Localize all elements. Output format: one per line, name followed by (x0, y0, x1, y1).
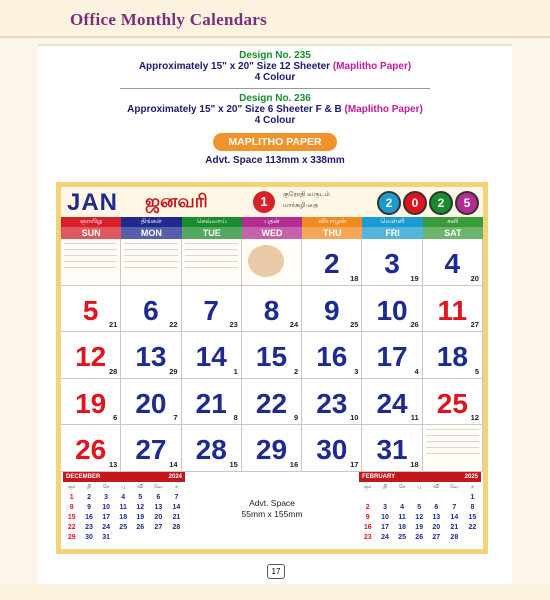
mini-date: 3 (104, 493, 109, 501)
tamil-date: 16 (289, 459, 299, 469)
notes-cell (61, 239, 121, 286)
mini-date: 12 (415, 513, 424, 521)
date-cell (362, 425, 422, 472)
date-cell (182, 286, 242, 333)
date-number: 3 (384, 248, 400, 279)
day-header-thu (302, 217, 362, 239)
tamil-date: 13 (108, 459, 118, 469)
day-tamil: வெள்ளி (380, 218, 405, 225)
date-cell (423, 379, 483, 426)
date-cell (61, 332, 121, 379)
date-number: 20 (135, 387, 167, 419)
tamil-year-line1: குரோதி வருடம் (283, 191, 330, 198)
mini-date: 20 (154, 513, 163, 521)
mini-date: 28 (172, 523, 181, 531)
mini-date: 9 (87, 503, 91, 511)
tamil-date: 4 (414, 366, 419, 376)
date-number: 30 (316, 434, 348, 466)
date-cell (302, 332, 362, 379)
date-number: 15 (255, 341, 288, 373)
date-number: 13 (135, 341, 167, 373)
mini-month-name: FEBRUARY (362, 474, 396, 480)
date-cell (423, 332, 483, 379)
date-number: 19 (75, 387, 107, 419)
date-cell (121, 286, 181, 333)
day-header-sat (423, 217, 483, 239)
date-cell (121, 332, 181, 379)
date-cell (61, 379, 121, 426)
date-number: 12 (75, 341, 107, 373)
mini-date: 7 (174, 493, 179, 501)
mini-month-table (359, 482, 481, 542)
year-digit: 2 (429, 191, 453, 215)
design-number: Design No. 235 (239, 50, 311, 61)
tamil-date: 9 (293, 413, 299, 423)
mini-weekday: ஞா (67, 484, 76, 490)
mini-date: 2 (87, 493, 91, 501)
mini-date: 21 (172, 513, 181, 521)
tamil-date: 3 (354, 366, 359, 376)
mini-date (445, 492, 464, 502)
mini-date: 2 (365, 503, 370, 511)
date-number: 9 (323, 294, 340, 326)
mini-date: 24 (102, 523, 111, 531)
day-header-sun (61, 217, 121, 239)
mini-date: 29 (67, 533, 76, 541)
mini-date: 20 (432, 523, 441, 531)
day-tamil: சனி (447, 218, 459, 225)
day-header-mon (121, 217, 181, 239)
header-bar (0, 0, 550, 38)
mini-date: 14 (450, 513, 459, 521)
tamil-date: 27 (470, 320, 479, 330)
divider (120, 88, 430, 89)
date-number: 6 (143, 294, 159, 326)
mini-calendar-february (359, 472, 481, 544)
spec-size: Approximately 15" x 20" Size 6 Sheeter F & B (127, 104, 342, 115)
mini-date: 15 (67, 513, 76, 521)
footer-bar (0, 584, 550, 600)
mini-date: 7 (452, 503, 457, 511)
mini-date (411, 492, 428, 502)
mini-date: 14 (172, 503, 181, 511)
mini-date (115, 532, 132, 542)
mini-date: 12 (136, 503, 145, 511)
mini-date (132, 532, 149, 542)
baby-picture (248, 245, 284, 277)
tamil-date: 29 (169, 366, 178, 376)
mini-weekday: ச (471, 484, 474, 490)
day-tamil: திங்கள் (140, 218, 162, 225)
maplitho-badge: MAPLITHO PAPER (213, 133, 337, 151)
date-number: 16 (316, 341, 348, 373)
mini-weekday: வெ (449, 484, 459, 490)
spec-paper: (Maplitho Paper) (332, 61, 412, 72)
advt-space-label: Advt. Space 113mm x 338mm (205, 155, 345, 166)
mini-date: 31 (102, 533, 111, 541)
mini-weekday: ஞா (363, 484, 372, 490)
tamil-date: 26 (410, 320, 419, 330)
spec-size: Approximately 15" x 20" Size 12 Sheeter (138, 61, 331, 72)
mini-date: 4 (121, 493, 126, 501)
advt-box-size: 55mm x 155mm (241, 509, 303, 519)
mini-date: 1 (470, 493, 475, 501)
tamil-date: 12 (470, 413, 479, 423)
mini-date (377, 492, 394, 502)
mini-weekday: செ (398, 484, 406, 490)
tamil-date: 23 (229, 320, 238, 330)
date-cell (423, 239, 483, 286)
tamil-date: 6 (113, 413, 118, 423)
mini-weekday: ச (175, 484, 178, 490)
date-number: 24 (376, 387, 408, 419)
tamil-date: 7 (173, 413, 178, 423)
mini-month-header (63, 472, 185, 482)
spec-1 (38, 50, 512, 83)
tamil-date: 15 (229, 459, 238, 469)
tamil-date: 14 (169, 459, 178, 469)
mini-date: 13 (432, 513, 441, 521)
mini-date: 17 (102, 513, 111, 521)
mini-month-table (63, 482, 185, 542)
mini-weekday: பு (121, 484, 126, 490)
mini-date: 27 (154, 523, 163, 531)
mini-month-header (359, 472, 481, 482)
spec-size-line (38, 61, 512, 72)
tamil-date: 24 (289, 320, 299, 330)
date-number: 2 (323, 248, 340, 279)
mini-date: 10 (102, 503, 111, 511)
tamil-date: 18 (410, 459, 419, 469)
mini-date: 26 (415, 533, 424, 541)
tamil-date: 2 (293, 366, 299, 376)
spec-2 (38, 93, 512, 126)
date-number: 10 (376, 294, 408, 326)
mini-date: 19 (136, 513, 145, 521)
day-english: WED (242, 227, 302, 239)
day-english: MON (121, 227, 181, 239)
date-number: 22 (255, 387, 288, 419)
date-number: 18 (436, 341, 468, 373)
mini-date: 25 (398, 533, 407, 541)
mini-date: 10 (381, 513, 389, 521)
date-number: 17 (376, 341, 408, 373)
mini-date (149, 532, 168, 542)
day-header-tue (182, 217, 242, 239)
mini-date: 18 (398, 523, 407, 531)
month-tamil: ஜனவரி (145, 191, 208, 211)
day-tamil: வியாழன் (318, 218, 347, 225)
tamil-date: 17 (350, 459, 359, 469)
date-number: 25 (436, 387, 468, 419)
calendar-sample (56, 182, 488, 554)
mini-date: 18 (119, 513, 128, 521)
date-cell (182, 332, 242, 379)
note-lines (426, 429, 479, 459)
date-cell (121, 379, 181, 426)
mini-weekday: தி (382, 484, 388, 490)
date-number: 11 (437, 294, 468, 326)
date-cell (242, 425, 302, 472)
date-number: 5 (82, 294, 99, 326)
mini-date (428, 492, 445, 502)
mini-date: 16 (363, 523, 372, 531)
spec-paper: (Maplitho Paper) (344, 104, 423, 115)
date-number: 7 (203, 294, 219, 326)
date-cell (182, 379, 242, 426)
mini-date (394, 492, 411, 502)
calendar-advt-box (189, 472, 355, 544)
mini-date: 21 (450, 523, 459, 531)
mini-date: 13 (154, 503, 163, 511)
mini-date: 9 (365, 513, 370, 521)
notes-cell (423, 425, 483, 472)
date-number: 29 (255, 434, 288, 466)
mini-date: 23 (85, 523, 93, 531)
day-tamil: புதன் (264, 218, 280, 225)
mini-date: 11 (119, 503, 127, 511)
spec-colour: 4 Colour (254, 72, 296, 83)
date-number: 27 (135, 434, 167, 466)
mini-date: 3 (383, 503, 387, 511)
mini-date: 11 (398, 513, 406, 521)
mini-weekday: வி (137, 484, 144, 490)
year-digit: 0 (403, 191, 427, 215)
date-number: 21 (195, 387, 227, 419)
date-cell (242, 379, 302, 426)
date-cell (302, 425, 362, 472)
date-cell (242, 286, 302, 333)
mini-date: 22 (67, 523, 76, 531)
mini-date: 17 (381, 523, 389, 531)
notes-cell (182, 239, 242, 286)
date-number: 14 (195, 341, 227, 373)
day-english: FRI (362, 227, 422, 239)
tamil-date: 25 (350, 320, 359, 330)
mini-date: 24 (381, 533, 389, 541)
date-number: 4 (444, 248, 461, 279)
day-english: SUN (61, 227, 121, 239)
date-cell (302, 239, 362, 286)
tamil-date: 21 (108, 320, 118, 330)
month-english: JAN (67, 189, 119, 216)
tamil-date: 1 (233, 366, 238, 376)
mini-date (464, 532, 481, 542)
date-cell (182, 425, 242, 472)
date-cell (121, 425, 181, 472)
date-number: 23 (316, 387, 348, 419)
tamil-date: 10 (350, 413, 359, 423)
date-cell (362, 379, 422, 426)
year-digit: 5 (455, 191, 479, 215)
mini-weekday: பு (417, 484, 422, 490)
mini-calendar-december (63, 472, 185, 544)
tamil-year-line2: மார்கழி-தை (283, 202, 319, 209)
design-number: Design No. 236 (239, 93, 311, 104)
date-number: 26 (75, 434, 107, 466)
mini-date: 6 (156, 493, 161, 501)
mini-date: 5 (417, 503, 422, 511)
date-number: 31 (376, 434, 408, 466)
mini-month-year: 2025 (464, 474, 478, 480)
mini-weekday: செ (102, 484, 110, 490)
date-cell (242, 332, 302, 379)
mini-weekday: வி (433, 484, 440, 490)
year-digit: 2 (377, 191, 401, 215)
date-cell (302, 379, 362, 426)
date-cell (362, 239, 422, 286)
note-lines (124, 243, 177, 273)
page-title: Office Monthly Calendars (70, 10, 268, 29)
date-cell (302, 286, 362, 333)
notes-cell (242, 239, 302, 286)
mini-month-name: DECEMBER (66, 474, 101, 480)
spec-colour: 4 Colour (254, 115, 296, 126)
date-cell (61, 425, 121, 472)
day-english: TUE (182, 227, 242, 239)
mini-date: 5 (138, 493, 143, 501)
tamil-date: 20 (470, 273, 479, 283)
tamil-date: 8 (233, 413, 238, 423)
month-header (61, 187, 483, 217)
date-number: 28 (195, 434, 227, 466)
notes-cell (121, 239, 181, 286)
mini-weekday: தி (86, 484, 92, 490)
mini-date: 28 (450, 533, 459, 541)
mini-weekday: வெ (153, 484, 163, 490)
tamil-date: 18 (350, 273, 359, 283)
tamil-day-badge: 1 (253, 191, 275, 213)
mini-date: 6 (434, 503, 439, 511)
tamil-date: 22 (169, 320, 178, 330)
day-header-fri (362, 217, 422, 239)
mini-date: 4 (400, 503, 405, 511)
mini-date: 15 (468, 513, 477, 521)
page-number: 17 (267, 564, 285, 579)
mini-date: 23 (363, 533, 372, 541)
mini-date: 30 (85, 533, 93, 541)
tamil-date: 5 (474, 366, 479, 376)
day-english: THU (302, 227, 362, 239)
day-english: SAT (423, 227, 483, 239)
date-cell (362, 286, 422, 333)
mini-date: 22 (468, 523, 477, 531)
mini-date: 8 (470, 503, 475, 511)
day-tamil: ஞாயிறு (79, 218, 103, 225)
date-number: 8 (263, 294, 280, 326)
mini-month-year: 2024 (168, 474, 182, 480)
mini-date: 8 (69, 503, 74, 511)
advt-box-label: Advt. Space (249, 498, 295, 508)
calendar-inner (61, 187, 483, 549)
date-cell (423, 286, 483, 333)
day-tamil: செவ்வாய் (196, 218, 227, 225)
tamil-date: 28 (108, 366, 118, 376)
mini-date: 27 (432, 533, 441, 541)
mini-date (168, 532, 185, 542)
mini-date: 19 (415, 523, 424, 531)
mini-date: 26 (136, 523, 145, 531)
note-lines (185, 243, 238, 273)
mini-date (359, 492, 377, 502)
date-cell (61, 286, 121, 333)
mini-date: 16 (85, 513, 93, 521)
date-cell (362, 332, 422, 379)
tamil-date: 19 (410, 273, 419, 283)
spec-size-line (38, 104, 512, 115)
tamil-date: 11 (410, 413, 419, 423)
note-lines (64, 243, 117, 273)
mini-date: 25 (119, 523, 128, 531)
mini-date: 1 (69, 493, 74, 501)
day-header-wed (242, 217, 302, 239)
